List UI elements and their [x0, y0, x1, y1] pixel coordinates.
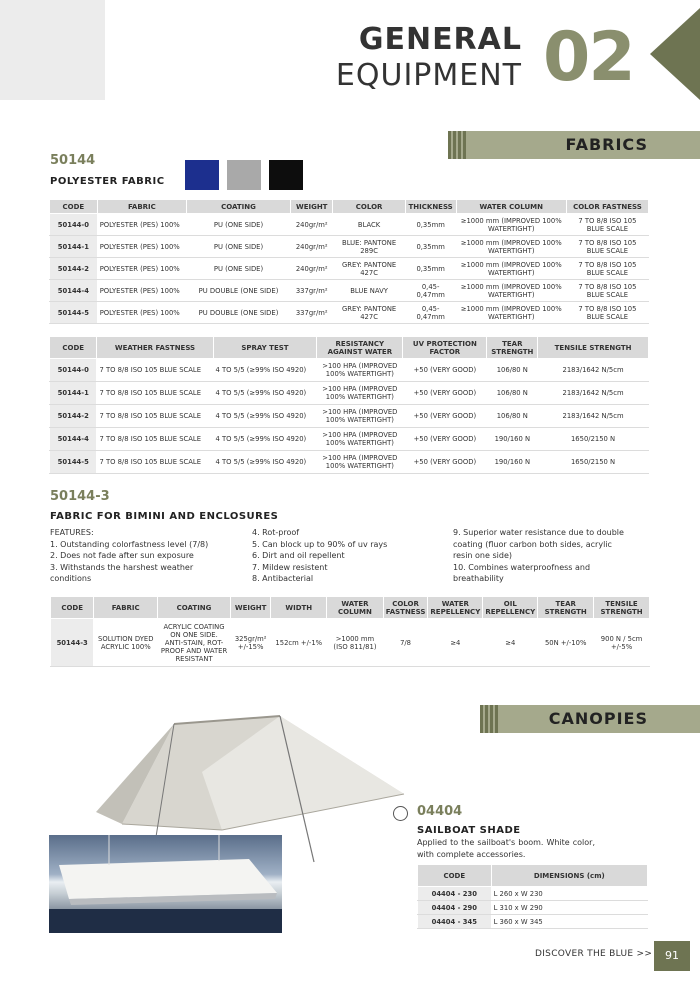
table-cell: 50144-1 [50, 236, 98, 258]
col-header: RESISTANCY AGAINST WATER [317, 337, 403, 359]
table-cell: 04404 - 345 [418, 915, 492, 929]
feature-line: 7. Mildew resistent [252, 562, 328, 572]
table-cell: BLACK [333, 214, 405, 236]
table-cell: 2183/1642 N/5cm [538, 382, 649, 405]
feature-line: breathability [453, 574, 504, 583]
table-cell: >100 HPA (IMPROVED 100% WATERTIGHT) [317, 451, 403, 474]
table-cell: 7/8 [383, 619, 428, 667]
canopies-banner [480, 705, 700, 733]
table-cell: 50144-3 [51, 619, 94, 667]
table-row [418, 887, 648, 901]
table-cell: 7 TO 8/8 ISO 105 BLUE SCALE [566, 214, 648, 236]
table-cell: BLUE: PANTONE 289C [333, 236, 405, 258]
product-name: FABRIC FOR BIMINI AND ENCLOSURES [50, 511, 279, 522]
table-cell: 337gr/m² [290, 302, 333, 324]
table-cell: PU DOUBLE (ONE SIDE) [187, 280, 291, 302]
table-cell: 325gr/m² +/-15% [230, 619, 270, 667]
table-cell: 50144-5 [50, 302, 98, 324]
table-cell: POLYESTER (PES) 100% [97, 258, 186, 280]
col-header: CODE [418, 865, 492, 887]
table-cell: PU DOUBLE (ONE SIDE) [187, 302, 291, 324]
table-cell: ≥4 [483, 619, 538, 667]
feature-line: coating (fluor carbon both sides, acrylic [453, 539, 612, 549]
table-cell: 106/80 N [487, 382, 538, 405]
col-header: WEATHER FASTNESS [97, 337, 213, 359]
table-cell: 152cm +/-1% [271, 619, 327, 667]
features-column-2 [252, 527, 452, 585]
product-name: SAILBOAT SHADE [417, 825, 521, 836]
table-cell: 0,35mm [405, 214, 456, 236]
table-row [50, 359, 649, 382]
table-cell: ≥1000 mm (IMPROVED 100% WATERTIGHT) [456, 214, 566, 236]
table-cell: 4 TO 5/5 (≥99% ISO 4920) [213, 382, 317, 405]
table-row [50, 302, 649, 324]
col-header: TENSILE STRENGTH [538, 337, 649, 359]
table-cell: 7 TO 8/8 ISO 105 BLUE SCALE [97, 405, 213, 428]
swatch-grey [227, 160, 261, 190]
table-cell: 50N +/-10% [538, 619, 594, 667]
bullet-circle-icon [393, 806, 408, 821]
table-row [50, 405, 649, 428]
product-code: 50144-3 [50, 489, 110, 504]
chapter-number: 02 [543, 18, 634, 97]
swatch-black [269, 160, 303, 190]
table-cell: >100 HPA (IMPROVED 100% WATERTIGHT) [317, 405, 403, 428]
col-header: COLOR FASTNESS [566, 200, 648, 214]
col-header: WIDTH [271, 597, 327, 619]
table-cell: L 260 x W 230 [491, 887, 647, 901]
col-header: FABRIC [97, 200, 186, 214]
col-header: CODE [51, 597, 94, 619]
table-cell: 7 TO 8/8 ISO 105 BLUE SCALE [566, 258, 648, 280]
boat-with-shade-photo [49, 835, 282, 933]
table-cell: 50144-4 [50, 428, 97, 451]
table-cell: 7 TO 8/8 ISO 105 BLUE SCALE [566, 302, 648, 324]
col-header: WATER REPELLENCY [428, 597, 483, 619]
table-cell: +50 (VERY GOOD) [403, 359, 487, 382]
feature-line: 1. Outstanding colorfastness level (7/8) [50, 539, 209, 549]
table-cell: POLYESTER (PES) 100% [97, 214, 186, 236]
table-cell: L 310 x W 290 [491, 901, 647, 915]
fabrics-banner [448, 131, 700, 159]
table-cell: 50144-1 [50, 382, 97, 405]
table-cell: 50144-2 [50, 258, 98, 280]
table-cell: 190/160 N [487, 451, 538, 474]
product-code: 50144 [50, 153, 96, 168]
swatch-blue [185, 160, 219, 190]
table-cell: 7 TO 8/8 ISO 105 BLUE SCALE [97, 451, 213, 474]
table-cell: +50 (VERY GOOD) [403, 382, 487, 405]
table-cell: 7 TO 8/8 ISO 105 BLUE SCALE [97, 382, 213, 405]
feature-line: 3. Withstands the harshest weather [50, 562, 194, 572]
table-cell: 0,35mm [405, 258, 456, 280]
table-cell: ≥1000 mm (IMPROVED 100% WATERTIGHT) [456, 302, 566, 324]
table-cell: 190/160 N [487, 428, 538, 451]
section-title-line1: GENERAL [358, 22, 522, 57]
table-cell: ≥4 [428, 619, 483, 667]
table-cell: 106/80 N [487, 405, 538, 428]
col-header: CODE [50, 337, 97, 359]
table-cell: 7 TO 8/8 ISO 105 BLUE SCALE [97, 359, 213, 382]
features-column-3 [453, 527, 653, 585]
table-cell: POLYESTER (PES) 100% [97, 236, 186, 258]
table-cell: >100 HPA (IMPROVED 100% WATERTIGHT) [317, 428, 403, 451]
table-cell: >100 HPA (IMPROVED 100% WATERTIGHT) [317, 359, 403, 382]
table-cell: 2183/1642 N/5cm [538, 359, 649, 382]
boat-photo-drawing [49, 835, 282, 933]
table-cell: 2183/1642 N/5cm [538, 405, 649, 428]
col-header: THICKNESS [405, 200, 456, 214]
col-header: TENSILE STRENGTH [594, 597, 650, 619]
table-cell: >1000 mm (ISO 811/81) [327, 619, 384, 667]
feature-line: 10. Combines waterproofness and [453, 562, 591, 572]
table-cell: +50 (VERY GOOD) [403, 451, 487, 474]
col-header: WEIGHT [290, 200, 333, 214]
col-header: TEAR STRENGTH [538, 597, 594, 619]
canopies-banner-label: CANOPIES [548, 709, 648, 728]
table-cell: 50144-2 [50, 405, 97, 428]
table-cell: 4 TO 5/5 (≥99% ISO 4920) [213, 405, 317, 428]
table-row [50, 236, 649, 258]
col-header: COATING [187, 200, 291, 214]
table-cell: PU (ONE SIDE) [187, 258, 291, 280]
table-cell: ACRYLIC COATING ON ONE SIDE. ANTI-STAIN, ROT-PROOF AND WATER RESISTANT [158, 619, 231, 667]
table-cell: 900 N / 5cm +/-5% [594, 619, 650, 667]
col-header: UV PROTECTION FACTOR [403, 337, 487, 359]
col-header: WATER COLUMN [327, 597, 384, 619]
table-cell: POLYESTER (PES) 100% [97, 280, 186, 302]
table-cell: 0,35mm [405, 236, 456, 258]
banner-stripes-icon [480, 705, 502, 733]
table-cell: 50144-0 [50, 359, 97, 382]
chapter-triangle-icon [650, 8, 700, 100]
table-cell: L 360 x W 345 [491, 915, 647, 929]
table-cell: BLUE NAVY [333, 280, 405, 302]
table-row [50, 428, 649, 451]
col-header: COATING [158, 597, 231, 619]
section-title-line2: EQUIPMENT [335, 58, 522, 93]
table-row [50, 214, 649, 236]
table-cell: 4 TO 5/5 (≥99% ISO 4920) [213, 428, 317, 451]
table-row [418, 915, 648, 929]
table-cell: +50 (VERY GOOD) [403, 428, 487, 451]
feature-line: 5. Can block up to 90% of uv rays [252, 539, 388, 549]
table-cell: 4 TO 5/5 (≥99% ISO 4920) [213, 359, 317, 382]
feature-line: 4. Rot-proof [252, 528, 300, 537]
col-header: CODE [50, 200, 98, 214]
feature-line: FEATURES: [50, 528, 94, 537]
col-header: DIMENSIONS (cm) [491, 865, 647, 887]
table-cell: 50144-5 [50, 451, 97, 474]
col-header: COLOR FASTNESS [383, 597, 428, 619]
col-header: TEAR STRENGTH [487, 337, 538, 359]
footer-tagline: DISCOVER THE BLUE >> [535, 949, 653, 959]
product-code: 04404 [417, 804, 463, 819]
table-row [50, 382, 649, 405]
fabric-spec-table-2 [49, 336, 649, 474]
table-cell: 1650/2150 N [538, 428, 649, 451]
col-header: SPRAY TEST [213, 337, 317, 359]
table-cell: GREY: PANTONE 427C [333, 258, 405, 280]
fabrics-banner-label: FABRICS [565, 135, 648, 154]
table-row [418, 901, 648, 915]
table-cell: 240gr/m² [290, 214, 333, 236]
table-cell: 50144-4 [50, 280, 98, 302]
feature-line: 6. Dirt and oil repellent [252, 551, 345, 560]
table-cell: SOLUTION DYED ACRYLIC 100% [94, 619, 158, 667]
col-header: WATER COLUMN [456, 200, 566, 214]
feature-line: conditions [50, 574, 92, 583]
table-cell: PU (ONE SIDE) [187, 214, 291, 236]
table-row [51, 619, 650, 667]
table-cell: 240gr/m² [290, 236, 333, 258]
table-cell: 7 TO 8/8 ISO 105 BLUE SCALE [97, 428, 213, 451]
fabric-spec-table-1 [49, 199, 649, 324]
feature-line: 8. Antibacterial [252, 574, 314, 583]
col-header: OIL REPELLENCY [483, 597, 538, 619]
table-cell: ≥1000 mm (IMPROVED 100% WATERTIGHT) [456, 258, 566, 280]
col-header: WEIGHT [230, 597, 270, 619]
fabric-spec-table-3 [50, 596, 650, 667]
feature-line: 2. Does not fade after sun exposure [50, 551, 194, 560]
feature-line: 9. Superior water resistance due to double [453, 528, 624, 537]
table-cell: ≥1000 mm (IMPROVED 100% WATERTIGHT) [456, 280, 566, 302]
table-cell: 50144-0 [50, 214, 98, 236]
features-column-1 [50, 527, 250, 585]
table-cell: ≥1000 mm (IMPROVED 100% WATERTIGHT) [456, 236, 566, 258]
product-name: POLYESTER FABRIC [50, 176, 165, 187]
header-grey-block [0, 0, 105, 100]
table-cell: PU (ONE SIDE) [187, 236, 291, 258]
table-cell: 0,45-0,47mm [405, 302, 456, 324]
col-header: COLOR [333, 200, 405, 214]
table-cell: 0,45-0,47mm [405, 280, 456, 302]
table-cell: 7 TO 8/8 ISO 105 BLUE SCALE [566, 280, 648, 302]
table-cell: +50 (VERY GOOD) [403, 405, 487, 428]
table-cell: 240gr/m² [290, 258, 333, 280]
canopy-dimensions-table [417, 864, 648, 929]
feature-line: resin one side) [453, 551, 512, 560]
table-cell: 106/80 N [487, 359, 538, 382]
banner-stripes-icon [448, 131, 470, 159]
table-cell: 4 TO 5/5 (≥99% ISO 4920) [213, 451, 317, 474]
color-swatches [185, 160, 303, 190]
col-header: FABRIC [94, 597, 158, 619]
table-cell: >100 HPA (IMPROVED 100% WATERTIGHT) [317, 382, 403, 405]
table-cell: 1650/2150 N [538, 451, 649, 474]
table-cell: 337gr/m² [290, 280, 333, 302]
table-cell: 04404 - 230 [418, 887, 492, 901]
table-cell: 04404 - 290 [418, 901, 492, 915]
product-description: Applied to the sailboat's boom. White color, with complete accessories. [417, 838, 595, 859]
page-number: 91 [654, 941, 690, 971]
table-cell: GREY: PANTONE 427C [333, 302, 405, 324]
table-row [50, 451, 649, 474]
table-cell: 7 TO 8/8 ISO 105 BLUE SCALE [566, 236, 648, 258]
table-cell: POLYESTER (PES) 100% [97, 302, 186, 324]
table-row [50, 280, 649, 302]
table-row [50, 258, 649, 280]
